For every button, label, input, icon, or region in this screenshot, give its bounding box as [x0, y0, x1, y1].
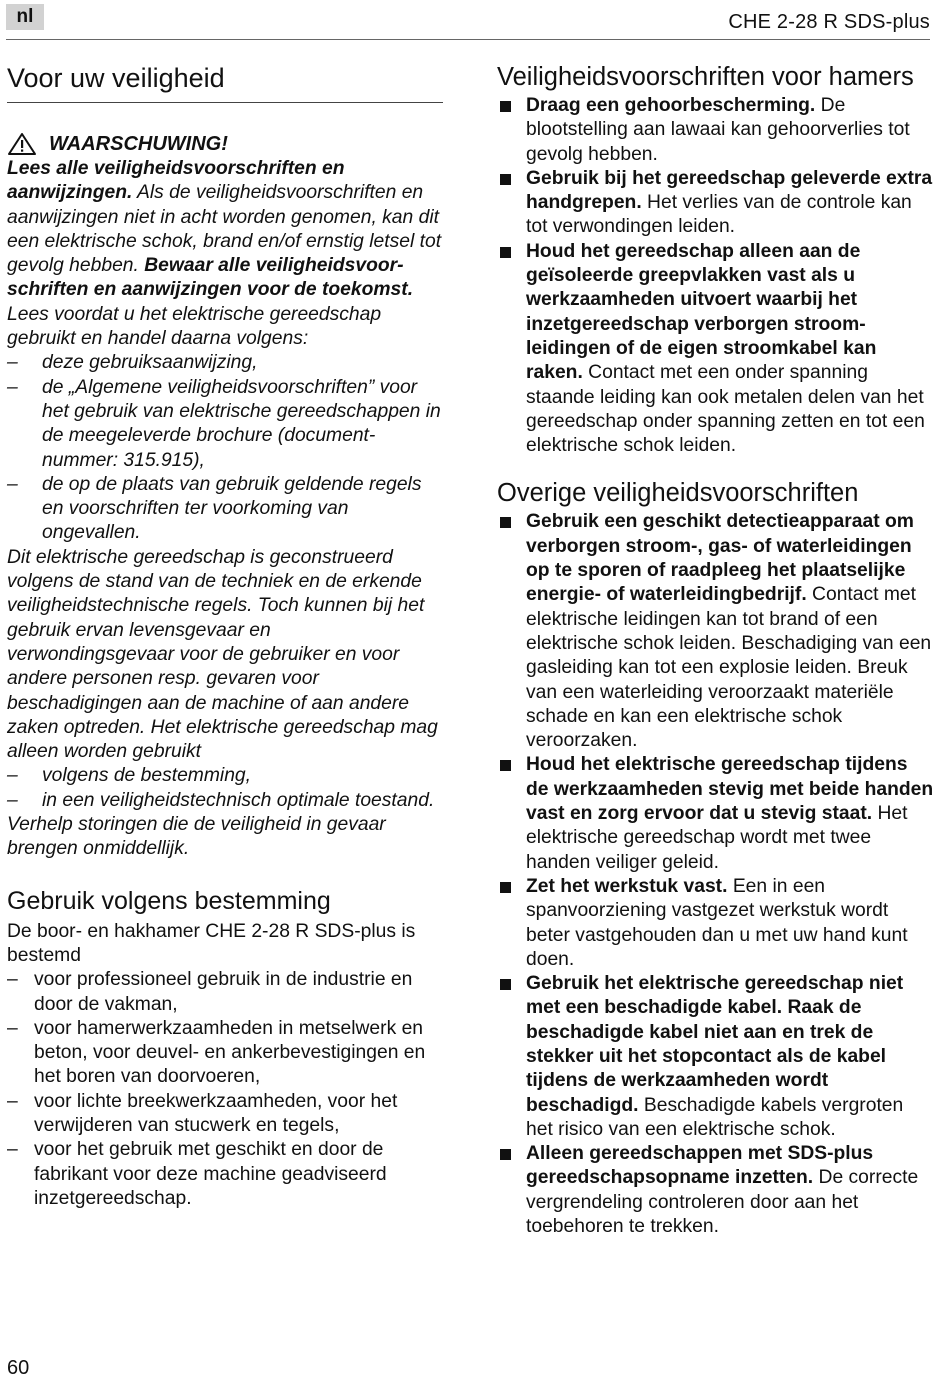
- list-item: Gebruik bij het gereedschap geleverde extra handgrepen. Het verlies van de controle kan tot verwondingen leiden.: [497, 167, 935, 240]
- header-divider: [6, 39, 930, 40]
- bullet-square-icon: [500, 979, 511, 990]
- bullet-square-icon: [500, 174, 511, 185]
- list-item: – voor hamerwerkzaamheden in metselwerk en beton, voor deuvel- en ankerbevestigingen en het boren van doorvoeren,: [7, 1017, 426, 1088]
- bullet-square-icon: [500, 101, 511, 112]
- warning-heading: [7, 131, 443, 157]
- hammers-list: [497, 94, 935, 458]
- right-column: [497, 62, 935, 1239]
- section-title-safety: Voor uw veiligheid: [7, 62, 443, 103]
- list-item: – voor lichte breekwerkzaamheden, voor het verwijderen van stucwerk en tegels,: [7, 1090, 398, 1136]
- usage-list: [7, 968, 443, 1211]
- bullet-square-icon: [500, 882, 511, 893]
- list-item: Zet het werkstuk vast. Een in een spanvoorziening vastgezet werkstuk wordt beter vastgehouden dan u met uw hand kunt doen.: [497, 875, 935, 972]
- page-header: [0, 0, 950, 42]
- list-item: Gebruik het elektrische gereedschap niet met een beschadigde kabel. Raak de beschadigde kabel niet aan en trek de stekker uit het stopcontact als de kabel tijdens de werkzaamheden wordt beschadigd. Beschadigde kabels vergroten het risico van een elektrische schok.: [497, 972, 935, 1142]
- list-item: Draag een gehoorbescherming. De blootstelling aan lawaai kan gehoorverlies tot gevolg hebben.: [497, 94, 935, 167]
- list-item: – volgens de bestemming,: [7, 765, 251, 787]
- left-column: [7, 62, 443, 1211]
- list-item: Houd het gereedschap alleen aan de geïsoleerde greepvlakken vast als u werkzaamheden uitvoert waarbij het inzetgereedschap verborgen stroomleidingen of de eigen stroomkabel kan raken. Contact met een onder spanning staande leiding kan ook metalen delen van het gereedschap onder spanning zetten en tot een elektrische schok leiden.: [497, 240, 935, 459]
- list-item: – voor professioneel gebruik in de industrie en door de vakman,: [7, 969, 413, 1015]
- warning-read-all: Lees alle veiligheidsvoorschriften en aanwijzingen.: [7, 158, 345, 204]
- list-item: – deze gebruiksaanwijzing,: [7, 352, 258, 374]
- warning-paragraph-3: Dit elektrische gereedschap is geconstrueerd volgens de stand van de techniek en de erkende veiligheidstechnische regels. Toch kunnen bij het gebruik ervan levensgevaar en verwondingsgevaar voor de gebruiker en voor andere personen resp. gevaren voor beschadigingen aan de machine of aan andere zaken optreden. Het elektrische gereedschap mag alleen worden gebruikt: [7, 546, 438, 763]
- list-item: – voor het gebruik met geschikt en door de fabrikant voor deze machine geadviseerd inzetgereedschap.: [7, 1139, 387, 1209]
- bullet-square-icon: [500, 247, 511, 258]
- list-item: – de „Algemene veiligheidsvoorschriften” voor het gebruik van elektrische gereedschappen in de meegeleverde brochure (document-nummer: 315.915),: [7, 376, 441, 471]
- bullet-square-icon: [500, 1149, 511, 1160]
- warning-paragraph-1: [7, 157, 443, 303]
- language-tab: nl: [6, 4, 44, 30]
- bullet-square-icon: [500, 760, 511, 771]
- usage-intro: De boor- en hakhamer CHE 2-28 R SDS-plus is bestemd: [7, 920, 416, 966]
- warning-keep-instructions: Bewaar alle veiligheidsvoorschriften en aanwijzingen voor de toekomst.: [7, 255, 414, 301]
- list-item: Alleen gereedschappen met SDS-plus gereedschapsopname inzetten. De correcte vergrendeling controleren door aan het toebehoren te trekken.: [497, 1142, 935, 1239]
- list-item: Houd het elektrische gereedschap tijdens de werkzaamheden stevig met beide handen vast en zorg ervoor dat u stevig staat. Het elektrische gereedschap wordt met twee handen veiliger geleid.: [497, 753, 935, 874]
- usage-title: Gebruik volgens bestemming: [7, 886, 331, 915]
- list-item: – in een veiligheidstechnisch optimale toestand.: [7, 789, 435, 811]
- warning-heading-text: WAARSCHUWING!: [49, 133, 228, 155]
- warning-block: [7, 131, 443, 862]
- document-title: CHE 2-28 R SDS-plus: [728, 11, 930, 33]
- usage-section: [7, 886, 443, 1212]
- other-title: Overige veiligheidsvoorschriften: [497, 479, 859, 508]
- list-item: – de op de plaats van gebruik geldende regels en voorschriften ter voorkoming van ongevallen.: [7, 473, 422, 544]
- conditions-list: [7, 764, 443, 813]
- warning-paragraph-4: Verhelp storingen die de veiligheid in gevaar brengen onmiddellijk.: [7, 814, 386, 860]
- list-item: Gebruik een geschikt detectieapparaat om verborgen stroom-, gas- of waterleidingen op te sporen of raadpleeg het plaatselijke energie- of waterleidingbedrijf. Contact met elektrische leidingen kan tot brand of een elektrische schok leiden. Beschadiging van een gasleiding kan tot een explosie leiden. Breuk van een waterleiding veroorzaakt materiële schade en kan een elektrische schok veroorzaken.: [497, 510, 935, 753]
- documents-list: [7, 351, 443, 545]
- warning-triangle-icon: [7, 132, 37, 156]
- warning-consequences: Als de veiligheidsvoorschriften en aanwijzingen niet in acht worden genomen, kan dit een elektrische schok, brand en/of ernstig letsel tot gevolg hebben.: [7, 182, 442, 277]
- page-number: 60: [7, 1357, 30, 1379]
- hammers-title: Veiligheidsvoorschriften voor hamers: [497, 63, 914, 91]
- warning-paragraph-2: Lees voordat u het elektrische gereedschap gebruikt en handel daarna volgens:: [7, 303, 382, 350]
- bullet-square-icon: [500, 517, 511, 528]
- other-list: [497, 510, 935, 1239]
